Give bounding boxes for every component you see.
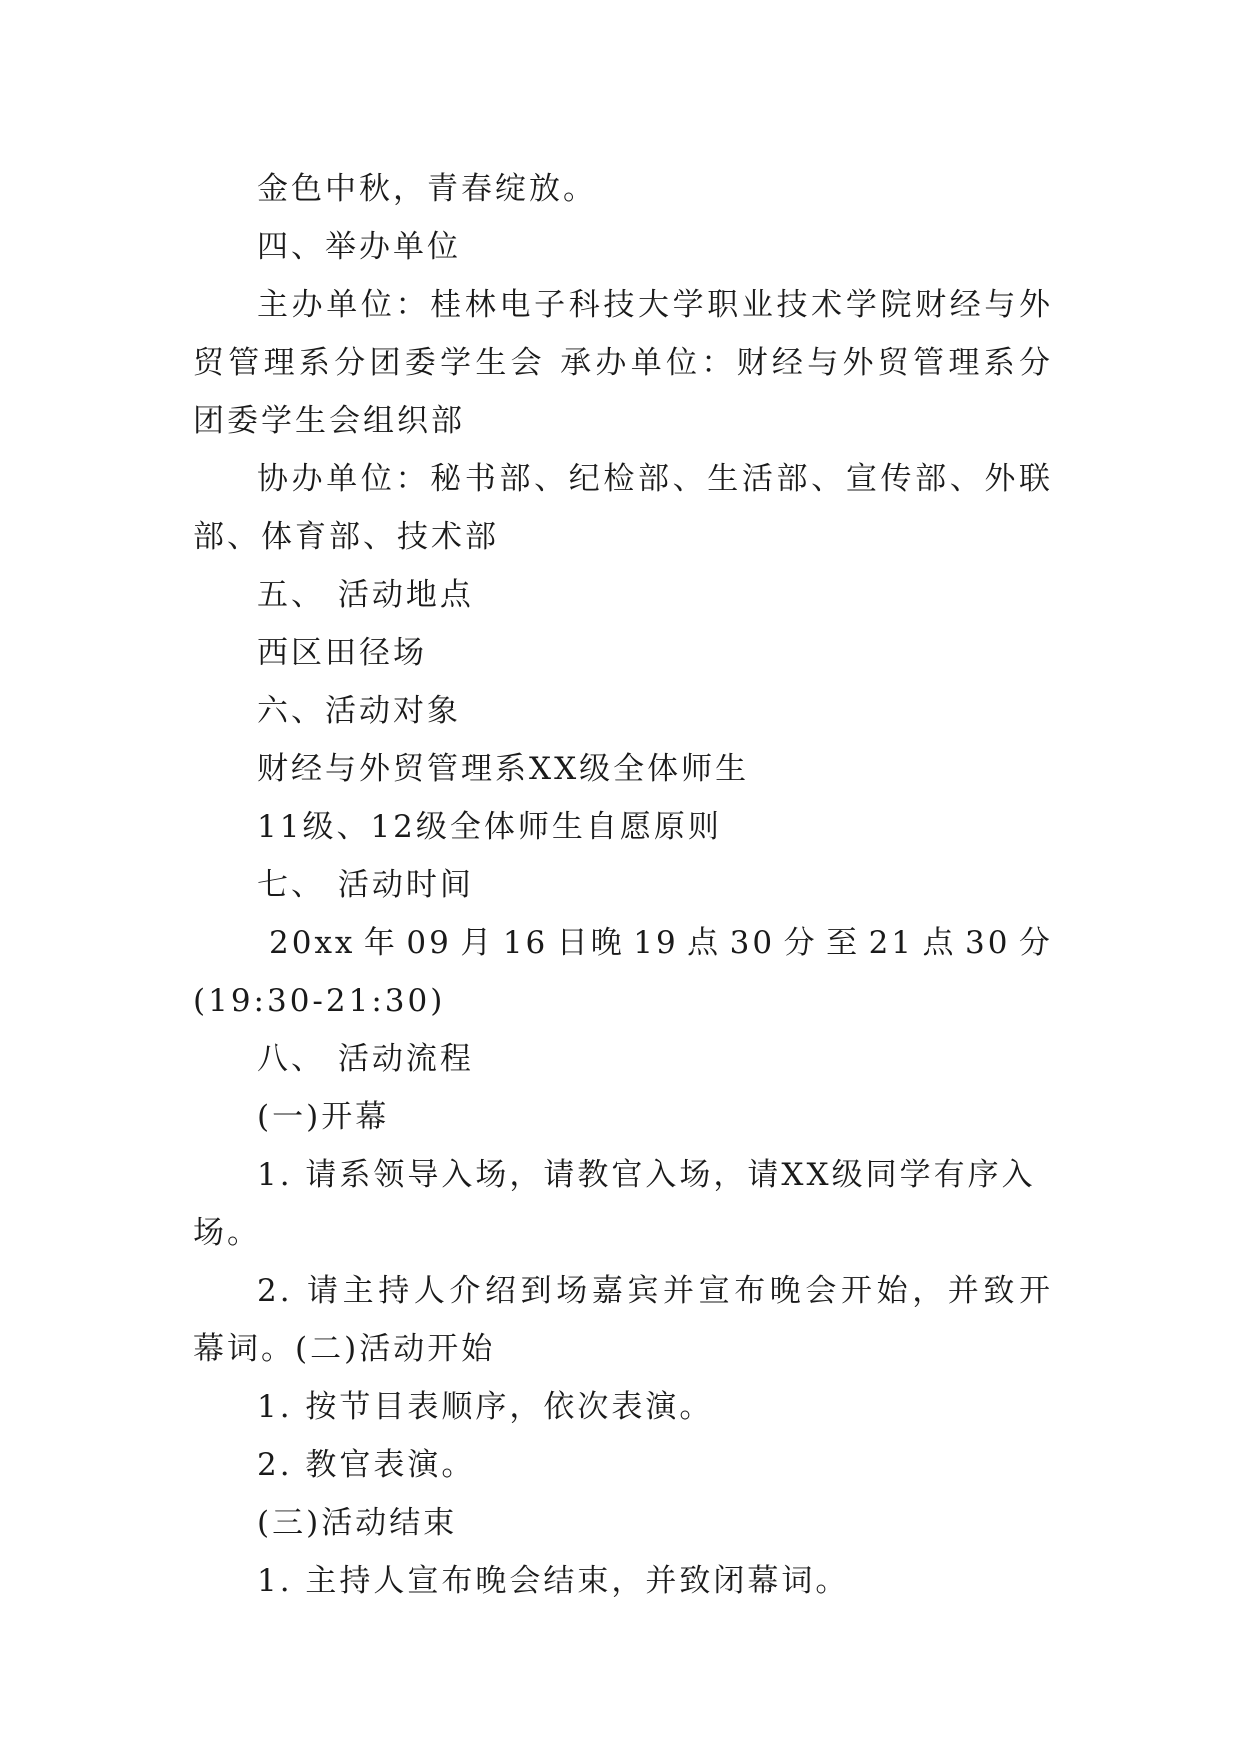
heading-time: 七、 活动时间 [257,867,474,903]
paragraph-host-units: 主办单位：桂林电子科技大学职业技术学院财经与外贸管理系分团委学生会 承办单位：财经与外贸管理系分团委学生会组织部 [193,287,1053,439]
time-token: 日晚 [556,925,625,961]
subheading-opening: (一)开幕 [257,1099,390,1135]
time-token: 分 [1018,925,1053,961]
time-token: 30 [964,925,1011,961]
time-token: 30 [729,925,776,961]
document-body [193,160,1053,1610]
subheading-end: (三)活动结束 [257,1505,458,1541]
time-token: 月 [460,925,495,961]
list-item-opening-2: 2. 请主持人介绍到场嘉宾并宣布晚会开始，并致开幕词。(二)活动开始 [193,1273,1053,1367]
paragraph-location: 西区田径场 [257,635,427,671]
list-item-opening-1: 1. 请系领导入场，请教官入场，请XX级同学有序入场。 [193,1157,1036,1251]
heading-organizers: 四、举办单位 [257,229,461,265]
heading-audience: 六、活动对象 [257,693,461,729]
time-token: 年 [363,925,398,961]
heading-location: 五、 活动地点 [257,577,474,613]
paragraph-audience-1: 财经与外贸管理系XX级全体师生 [257,751,750,787]
paragraph-slogan: 金色中秋，青春绽放。 [257,171,597,207]
time-token: 至 [826,925,861,961]
list-item-start-1: 1. 按节目表顺序，依次表演。 [257,1389,714,1425]
time-token: 09 [406,925,452,961]
time-token: 16 [502,925,549,961]
time-token: 20xx [269,925,356,961]
time-token: 19 [633,925,679,961]
time-token: 21 [868,925,915,961]
heading-process: 八、 活动流程 [257,1041,474,1077]
list-item-start-2: 2. 教官表演。 [257,1447,476,1483]
time-token: 点 [687,925,722,961]
time-token: 分 [783,925,818,961]
time-token: 点 [922,925,957,961]
paragraph-time [193,914,1053,972]
paragraph-audience-2: 11级、12级全体师生自愿原则 [257,809,722,845]
list-item-end-1: 1. 主持人宣布晚会结束，并致闭幕词。 [257,1563,850,1599]
paragraph-time-range: (19:30-21:30) [193,983,446,1019]
paragraph-co-organizers: 协办单位：秘书部、纪检部、生活部、宣传部、外联部、体育部、技术部 [193,461,1053,555]
